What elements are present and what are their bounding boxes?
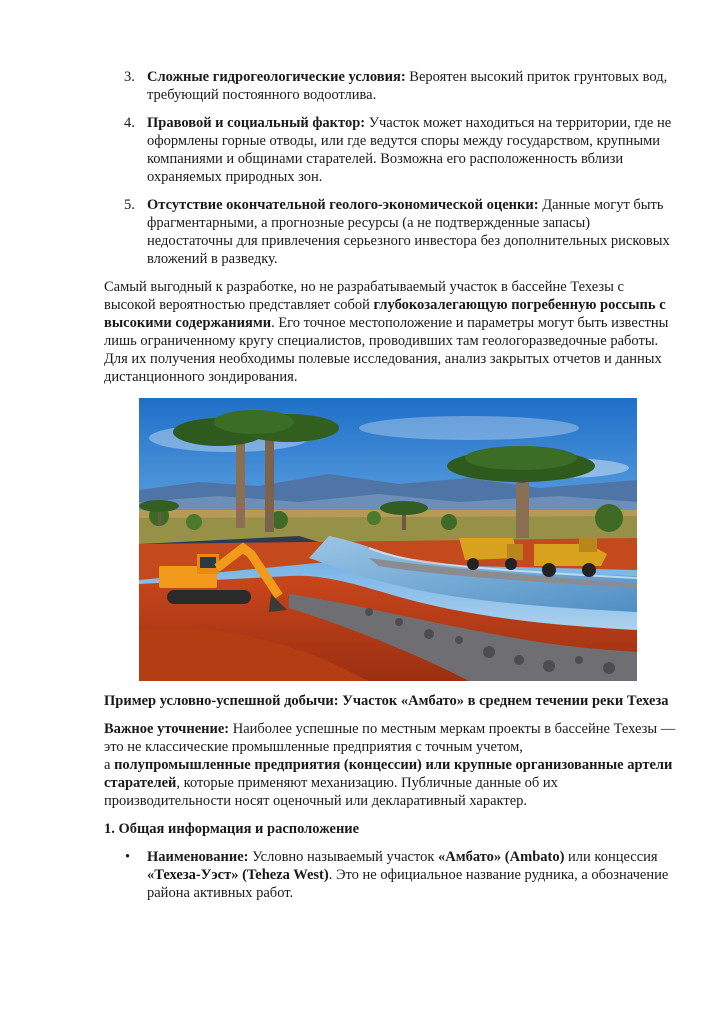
list-item-number: 3. — [124, 69, 135, 85]
numbered-list — [104, 68, 676, 268]
list-item — [104, 114, 676, 186]
mining-landscape-illustration — [139, 398, 637, 681]
list-item — [104, 68, 676, 104]
paragraph-emphasis: полупромышленные предприятия (концессии) или крупные организованные артели старателей — [104, 757, 673, 791]
list-item-text: Условно называемый участок — [248, 849, 439, 865]
paragraph-text: Наиболее успешные по местным меркам проекты в бассейне Техезы — это не классические промышленные предприятия с точным учетом, — [104, 721, 676, 755]
list-item — [104, 848, 676, 902]
upper-text-block — [104, 68, 676, 396]
list-item-title: Наименование: — [147, 849, 249, 865]
list-item — [104, 196, 676, 268]
paragraph-emphasis: Важное уточнение: — [104, 721, 230, 737]
list-item-title: Сложные гидрогеологические условия: — [147, 69, 406, 85]
list-item-emphasis: «Техеза-Уэст» (Teheza West) — [147, 867, 329, 883]
list-item-text: Участок может находиться на территории, где не оформлены горные отводы, или где ведутся споры между государством, крупными компаниями и общинами старателей. Возможна его расположенность вблизи охраняемых природных зон. — [147, 115, 672, 185]
list-item-emphasis: «Амбато» (Ambato) — [438, 849, 565, 865]
body-paragraph — [104, 720, 676, 810]
body-paragraph — [104, 278, 676, 386]
paragraph-text: Самый выгодный к разработке, но не разрабатываемый участок в бассейне Техезы с высокой вероятностью представляет собой — [104, 279, 624, 313]
paragraph-text: , которые применяют механизацию. Публичные данные об их производительности носят оценочный или декларативный характер. — [104, 775, 558, 809]
list-item-number: 4. — [124, 115, 135, 131]
list-item-title: Правовой и социальный фактор: — [147, 115, 366, 131]
list-item-text: или концессия — [564, 849, 658, 865]
paragraph-emphasis: глубокозалегающую погребенную россыпь с высокими содержаниями — [104, 297, 666, 331]
section-heading: 1. Общая информация и расположение — [104, 821, 360, 837]
list-item-text: . Это не официальное название рудника, а обозначение района активных работ. — [147, 867, 669, 901]
list-item-text: Данные могут быть фрагментарными, а прогнозные ресурсы (а не подтвержденные запасы) недостаточны для привлечения серьезного инвестора без дополнительных рисковых вложений в разведку. — [147, 197, 670, 267]
bullet-icon: • — [125, 849, 131, 865]
lower-text-block — [104, 692, 676, 902]
paragraph-text: а — [104, 757, 115, 773]
list-item-text: Вероятен высокий приток грунтовых вод, требующий постоянного водоотлива. — [147, 69, 668, 103]
bullet-list — [104, 848, 676, 902]
section-heading: Пример условно-успешной добычи: Участок «Амбато» в среднем течении реки Техеза — [104, 693, 669, 709]
list-item-number: 5. — [124, 197, 135, 213]
paragraph-text: . Его точное местоположение и параметры могут быть известны лишь ограниченному кругу специалистов, проводивших там геологоразведочные работы. Для их получения необходимы полевые исследования, анализ закрытых отчетов и данных дистанционного зондирования. — [104, 315, 669, 385]
list-item-title: Отсутствие окончательной геолого-экономической оценки: — [147, 197, 539, 213]
